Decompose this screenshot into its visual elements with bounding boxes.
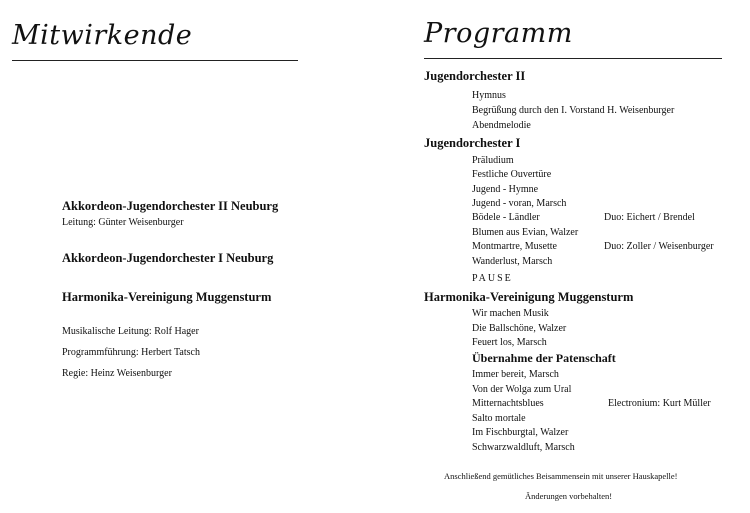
program-item: Die Ballschöne, Walzer: [472, 323, 567, 334]
credit-musical-director: Musikalische Leitung: Rolf Hager: [62, 326, 199, 337]
program-item: Wanderlust, Marsch: [472, 256, 553, 267]
credit-program-host: Programmführung: Herbert Tatsch: [62, 347, 200, 358]
program-item: Salto mortale: [472, 413, 526, 424]
section-title-harmonika-vereinigung: Harmonika-Vereinigung Muggensturm: [424, 290, 634, 304]
orchestra-1-leader: Leitung: Günter Weisenburger: [62, 217, 184, 228]
left-heading-rule: [12, 60, 298, 61]
program-item-performer: Duo: Eichert / Brendel: [604, 212, 695, 223]
credit-director: Regie: Heinz Weisenburger: [62, 368, 172, 379]
program-item: Jugend - voran, Marsch: [472, 198, 567, 209]
program-item: Jugend - Hymne: [472, 184, 539, 195]
program-item: Abendmelodie: [472, 120, 531, 131]
program-item: Schwarzwaldluft, Marsch: [472, 442, 575, 453]
program-item: Blumen aus Evian, Walzer: [472, 227, 579, 238]
orchestra-2-name: Akkordeon-Jugendorchester I Neuburg: [62, 251, 274, 265]
section-title-jugendorchester-1: Jugendorchester I: [424, 136, 521, 150]
program-item: Präludium: [472, 155, 514, 166]
program-item: Festliche Ouvertüre: [472, 169, 552, 180]
program-item: Im Fischburgtal, Walzer: [472, 427, 569, 438]
highlight-patronage: Übernahme der Patenschaft: [472, 351, 616, 365]
program-item: Mitternachtsblues: [472, 398, 544, 409]
program-item: Montmartre, Musette: [472, 241, 557, 252]
program-item: Feuert los, Marsch: [472, 337, 547, 348]
program-item-performer: Duo: Zoller / Weisenburger: [604, 241, 714, 252]
section-title-jugendorchester-2: Jugendorchester II: [424, 69, 526, 83]
program-item: Bödele - Ländler: [472, 212, 540, 223]
pause-label: PAUSE: [472, 273, 513, 284]
orchestra-3-name: Harmonika-Vereinigung Muggensturm: [62, 290, 272, 304]
left-heading: Mitwirkende: [12, 20, 193, 51]
program-item-performer: Electronium: Kurt Müller: [608, 398, 711, 409]
program-item: Immer bereit, Marsch: [472, 369, 559, 380]
program-item: Von der Wolga zum Ural: [472, 384, 572, 395]
closing-note: Anschließend gemütliches Beisammensein mit unserer Hauskapelle!: [444, 471, 678, 481]
right-heading: Programm: [424, 18, 573, 49]
disclaimer: Änderungen vorbehalten!: [525, 491, 613, 501]
program-item: Wir machen Musik: [472, 308, 549, 319]
program-item: Hymnus: [472, 90, 506, 101]
program-item: Begrüßung durch den I. Vorstand H. Weisenburger: [472, 105, 675, 116]
right-heading-rule: [424, 58, 722, 59]
orchestra-1-name: Akkordeon-Jugendorchester II Neuburg: [62, 199, 279, 213]
